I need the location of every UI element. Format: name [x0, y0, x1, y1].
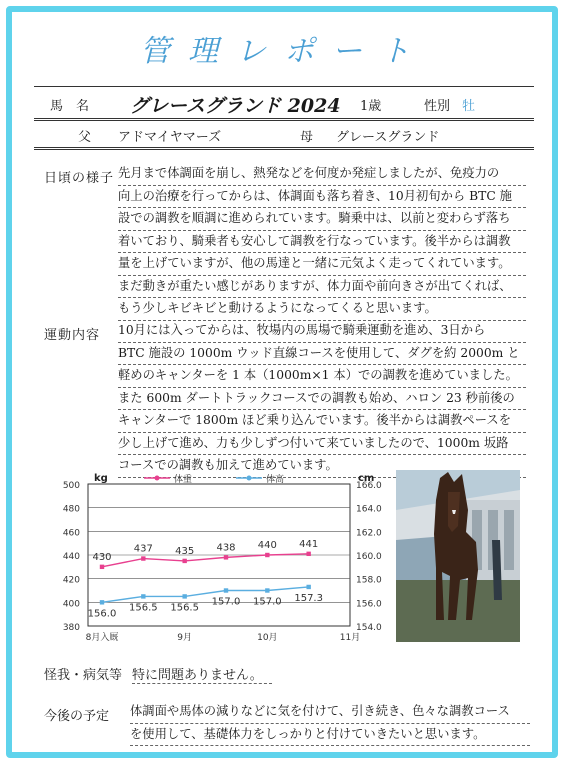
- divider: [34, 118, 534, 121]
- legend-label: 体高: [266, 475, 285, 485]
- y-right-tick-label: 162.0: [356, 528, 382, 539]
- chart-svg: [44, 468, 390, 658]
- exercise-text: [118, 320, 526, 478]
- text-line: キャンターで 1800m ほど乗り込んでいます。後半からは調教ペースを: [118, 410, 526, 433]
- text-line: 着いており、騎乗者も安心して調教を行なっています。後半からは調教: [118, 231, 526, 254]
- data-label: 440: [257, 540, 277, 551]
- plan-label: 今後の予定: [44, 709, 110, 724]
- text-line: 10月には入ってからは、牧場内の馬場で騎乗運動を進め、3日から: [118, 320, 526, 343]
- data-point: [224, 588, 228, 592]
- injury-label: 怪我・病気等: [44, 668, 123, 683]
- y-left-tick-label: 420: [62, 575, 80, 586]
- sire-name: アドマイヤマーズ: [118, 130, 222, 145]
- text-line: 向上の治療を行ってからは、体調面も落ち着き、10月初旬から BTC 施: [118, 186, 526, 209]
- data-label: 438: [216, 542, 236, 554]
- data-label: 156.5: [170, 602, 199, 614]
- sire-label: 父: [78, 130, 92, 145]
- x-tick-label: 11月: [339, 633, 361, 643]
- y-right-tick-label: 164.0: [356, 504, 382, 515]
- data-label: 437: [133, 543, 153, 555]
- data-label: 441: [299, 538, 319, 550]
- text-line: 軽めのキャンターを 1 本（1000m×1 本）での調教を進めていました。: [118, 365, 526, 388]
- y-right-tick-label: 160.0: [356, 552, 382, 562]
- legend-marker: [155, 476, 160, 481]
- data-label: 156.5: [129, 602, 158, 614]
- divider: [34, 86, 534, 87]
- data-label: 157.0: [211, 596, 241, 608]
- text-line: また 600m ダートトラックコースでの調教も始め、ハロン 23 秒前後の: [118, 388, 526, 411]
- legend-label: 体重: [174, 475, 193, 485]
- sex-label: 性別: [424, 99, 451, 114]
- y-left-unit: kg: [94, 473, 108, 484]
- data-point: [265, 553, 269, 557]
- data-label: 157.0: [253, 596, 282, 608]
- data-point: [224, 555, 228, 559]
- y-left-tick-label: 480: [62, 504, 80, 515]
- horse-photo: [396, 470, 520, 642]
- y-left-tick-label: 400: [62, 599, 80, 610]
- y-left-tick-label: 500: [62, 481, 80, 491]
- y-right-unit: cm: [358, 473, 375, 484]
- horse-name-label: 馬 名: [50, 99, 90, 114]
- x-tick-label: 8月入厩: [85, 633, 119, 643]
- injury-text: 特に問題ありません。: [132, 664, 272, 684]
- text-line: を使用して、基礎体力をしっかりと付けていきたいと思います。: [130, 724, 530, 747]
- exercise-label: 運動内容: [44, 328, 101, 343]
- data-point: [306, 585, 310, 589]
- text-line: 少し上げて進め、力も少しずつ付いて来ていましたので、1000m 坂路: [118, 433, 526, 456]
- text-line: まだ動きが重たい感じがありますが、体力面や前向きさが出てくれば、: [118, 276, 526, 299]
- text-line: コースでの調教も加えて進めています。: [118, 455, 526, 478]
- y-right-tick-label: 166.0: [356, 481, 382, 491]
- legend-marker: [247, 476, 252, 481]
- text-line: 設での調教を順調に進められています。騎乗中は、以前と変わらず落ち: [118, 208, 526, 231]
- sex-value: 牡: [462, 99, 476, 114]
- text-line: 量を上げていますが、他の馬達と一緒に元気よく走ってくれています。: [118, 253, 526, 276]
- x-tick-label: 9月: [177, 633, 193, 643]
- data-point: [100, 600, 104, 604]
- y-right-tick-label: 154.0: [356, 623, 382, 633]
- dam-name: グレースグランド: [336, 130, 440, 145]
- y-left-tick-label: 380: [62, 623, 80, 633]
- data-point: [141, 556, 145, 560]
- condition-label: 日頃の様子: [44, 171, 115, 186]
- x-tick-label: 10月: [257, 633, 278, 643]
- y-left-tick-label: 440: [62, 552, 80, 562]
- y-left-tick-label: 460: [62, 528, 80, 539]
- data-label: 156.0: [87, 608, 117, 620]
- text-line: 先月まで体調面を崩し、熱発などを何度か発症しましたが、免疫力の: [118, 163, 526, 186]
- horse-age: 1歳: [360, 99, 382, 114]
- divider: [34, 147, 534, 150]
- plan-text: [130, 701, 530, 746]
- text-line: 体調面や馬体の減りなどに気を付けて、引き続き、色々な調教コース: [130, 701, 530, 724]
- data-point: [182, 559, 186, 563]
- report-title: 管理レポート: [140, 34, 428, 69]
- data-point: [265, 588, 269, 592]
- data-point: [182, 594, 186, 598]
- text-line: もう少しキビキビと動けるようになってくると思います。: [118, 298, 526, 321]
- data-label: 435: [175, 545, 195, 557]
- growth-chart: [44, 468, 390, 658]
- y-right-tick-label: 156.0: [356, 599, 382, 610]
- data-label: 430: [92, 551, 112, 563]
- data-point: [100, 565, 104, 569]
- series-line-体重: [102, 554, 309, 567]
- y-right-tick-label: 158.0: [356, 575, 382, 586]
- data-label: 157.3: [294, 592, 323, 604]
- horse-name: グレースグランド 2024: [130, 95, 341, 117]
- dam-label: 母: [300, 130, 314, 145]
- data-point: [306, 552, 310, 556]
- condition-text: [118, 163, 526, 321]
- data-point: [141, 594, 145, 598]
- text-line: BTC 施設の 1000m ウッド直線コースを使用して、ダグを約 2000m と: [118, 343, 526, 366]
